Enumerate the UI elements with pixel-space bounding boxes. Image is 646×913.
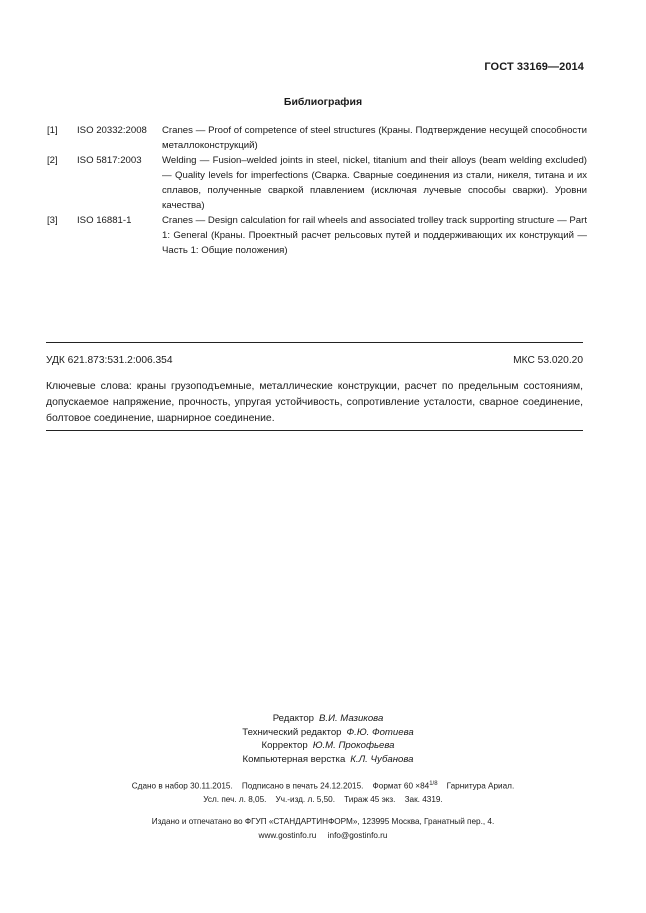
credit-line — [0, 726, 646, 740]
bibliography-item-number: [3] — [47, 215, 58, 226]
signed-date: Подписано в печать 24.12.2015. — [241, 781, 364, 791]
credit-name: Ф.Ю. Фотиева — [346, 726, 414, 738]
publisher-contacts — [0, 829, 646, 843]
bibliography-item-code: ISO 5817:2003 — [77, 155, 142, 166]
bibliography-item-text: Cranes — Proof of competence of steel structures (Краны. Подтверждение несущей способности металлоконструкций) — [162, 125, 587, 151]
typeface: Гарнитура Ариал. — [446, 781, 515, 791]
bibliography-item-code: ISO 16881-1 — [77, 215, 132, 226]
bibliography-item — [47, 153, 587, 213]
credit-name: К.Л. Чубанова — [350, 753, 414, 765]
typeset-date: Сдано в набор 30.11.2015. — [131, 781, 233, 791]
credit-role: Корректор — [261, 740, 308, 751]
print-info-line-2 — [0, 793, 646, 807]
print-info-line-1 — [0, 778, 646, 793]
print-info — [0, 778, 646, 807]
bibliography-item-code: ISO 20332:2008 — [77, 125, 147, 136]
publisher-address: Издано и отпечатано во ФГУП «СТАНДАРТИНФОРМ», 123995 Москва, Гранатный пер., 4. — [151, 817, 495, 826]
publishing-sheets: Уч.-изд. л. 5,50. — [275, 795, 336, 805]
credit-name: Ю.М. Прокофьева — [312, 740, 395, 751]
order-number: Зак. 4319. — [404, 795, 443, 805]
divider-bottom — [46, 430, 583, 431]
bibliography-item — [47, 213, 587, 258]
mks-code: МКС 53.020.20 — [513, 355, 583, 366]
standard-code: ГОСТ 33169—2014 — [484, 61, 584, 73]
paper-format: Формат 60 ×84 — [372, 781, 430, 791]
udk-code: УДК 621.873:531.2:006.354 — [46, 355, 173, 366]
keywords-paragraph: Ключевые слова: краны грузоподъемные, металлические конструкции, расчет по предельным состояниям, допускаемое напряжение, прочность, упругая устойчивость, сопротивление усталости, сварное соединение, болтовое соединение, шарнирное соединение. — [46, 381, 583, 424]
credit-line — [0, 753, 646, 767]
divider-top — [46, 342, 583, 343]
credit-role: Компьютерная верстка — [242, 753, 346, 765]
publisher-email-link[interactable]: info@gostinfo.ru — [327, 830, 388, 840]
bibliography-list — [47, 123, 587, 258]
credit-line — [0, 712, 646, 726]
credit-role: Редактор — [272, 713, 315, 724]
credits-block — [0, 712, 646, 766]
publisher-info — [0, 815, 646, 842]
publisher-website-link[interactable]: www.gostinfo.ru — [258, 830, 317, 840]
bibliography-item-number: [1] — [47, 125, 58, 136]
credit-role: Технический редактор — [242, 726, 342, 738]
bibliography-item — [47, 123, 587, 153]
print-run: Тираж 45 экз. — [344, 795, 396, 805]
bibliography-item-number: [2] — [47, 155, 58, 166]
credit-name: В.И. Мазикова — [319, 713, 384, 724]
bibliography-title: Библиография — [283, 96, 363, 108]
print-sheets: Усл. печ. л. 8,05. — [203, 795, 267, 805]
bibliography-item-text: Cranes — Design calculation for rail wheels and associated trolley track supporting structure — Part 1: General (Краны. Проектный расчет рельсовых путей и поддерживающих их конструкций — Часть 1: Общие положения) — [162, 215, 587, 256]
credit-line — [0, 739, 646, 753]
paper-format-fraction: 1/8 — [429, 781, 438, 787]
bibliography-item-text: Welding — Fusion–welded joints in steel, nickel, titanium and their alloys (beam welding excluded) — Quality levels for imperfections (Сварка. Сварные соединения из стали, никеля, титана и их сплавов, полученные сваркой плавлением (исключая лучевые способы сварки). Уровни качества) — [162, 155, 587, 211]
